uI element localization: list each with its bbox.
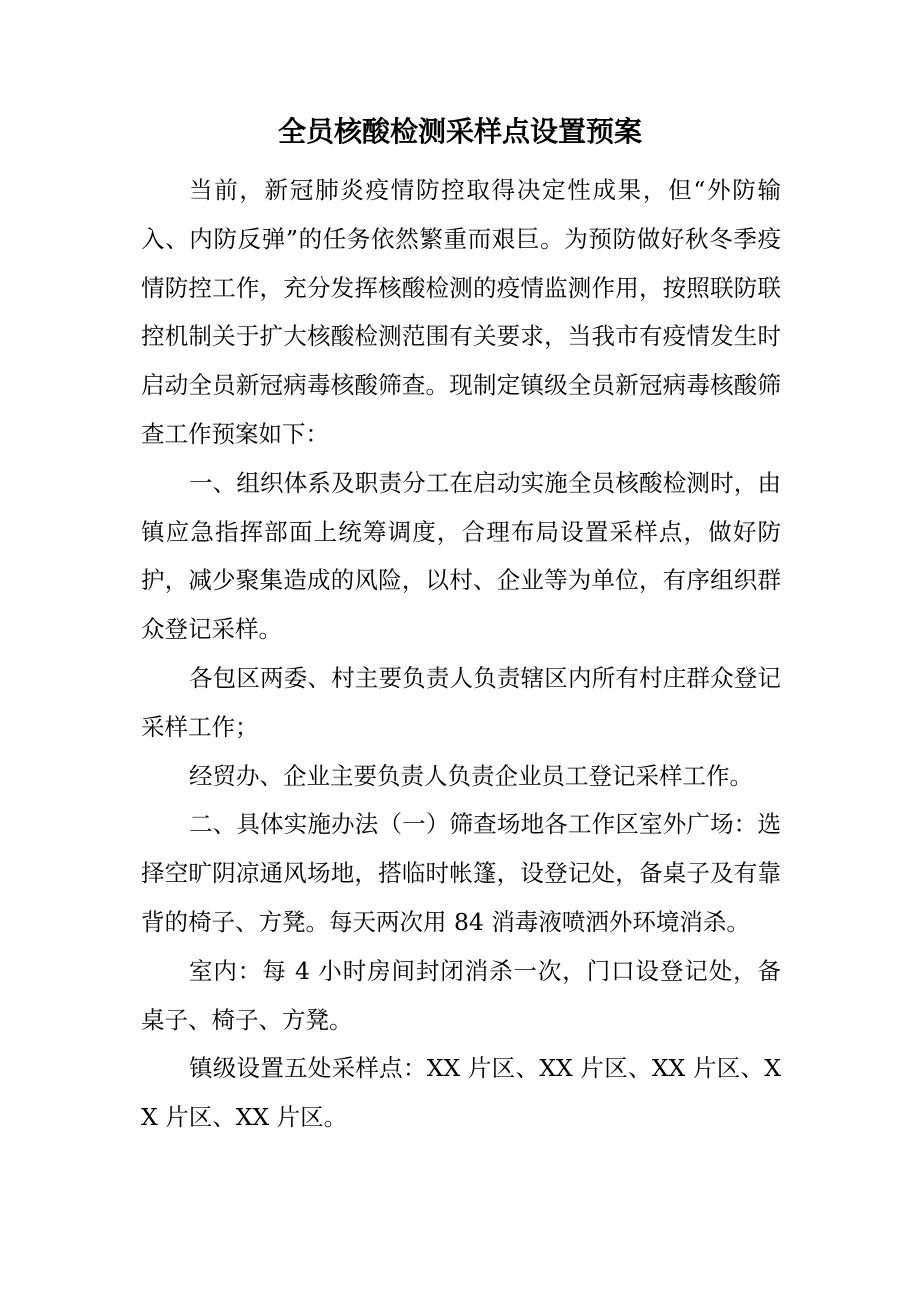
paragraph-sampling-points: 镇级设置五处采样点：XX 片区、XX 片区、XX 片区、XX 片区、XX 片区。 — [141, 1054, 781, 1132]
paragraph-indoor: 室内：每 4 小时房间封闭消杀一次，门口设登记处，备桌子、椅子、方凳。 — [141, 956, 781, 1034]
paragraph-organization: 一、组织体系及职责分工在启动实施全员核酸检测时，由镇应急指挥部面上统筹调度，合理布局设置采样点，做好防护，减少聚集造成的风险，以村、企业等为单位，有序组织群众登记采样。 — [141, 468, 781, 644]
paragraph-village-duty: 各包区两委、村主要负责人负责辖区内所有村庄群众登记采样工作； — [141, 663, 781, 741]
document-body — [141, 166, 781, 1142]
paragraph-intro: 当前，新冠肺炎疫情防控取得决定性成果，但“外防输入、内防反弹”的任务依然繁重而艰巨。为预防做好秋冬季疫情防控工作，充分发挥核酸检测的疫情监测作用，按照联防联控机制关于扩大核酸检测范围有关要求，当我市有疫情发生时启动全员新冠病毒核酸筛查。现制定镇级全员新冠病毒核酸筛查工作预案如下： — [141, 176, 781, 448]
paragraph-enterprise-duty: 经贸办、企业主要负责人负责企业员工登记采样工作。 — [189, 761, 753, 790]
document-title: 全员核酸检测采样点设置预案 — [277, 115, 642, 148]
paragraph-implementation: 二、具体实施办法（一）筛查场地各工作区室外广场：选择空旷阴凉通风场地，搭临时帐篷，设登记处，备桌子及有靠背的椅子、方凳。每天两次用 84 消毒液喷洒外环境消杀。 — [141, 810, 781, 936]
